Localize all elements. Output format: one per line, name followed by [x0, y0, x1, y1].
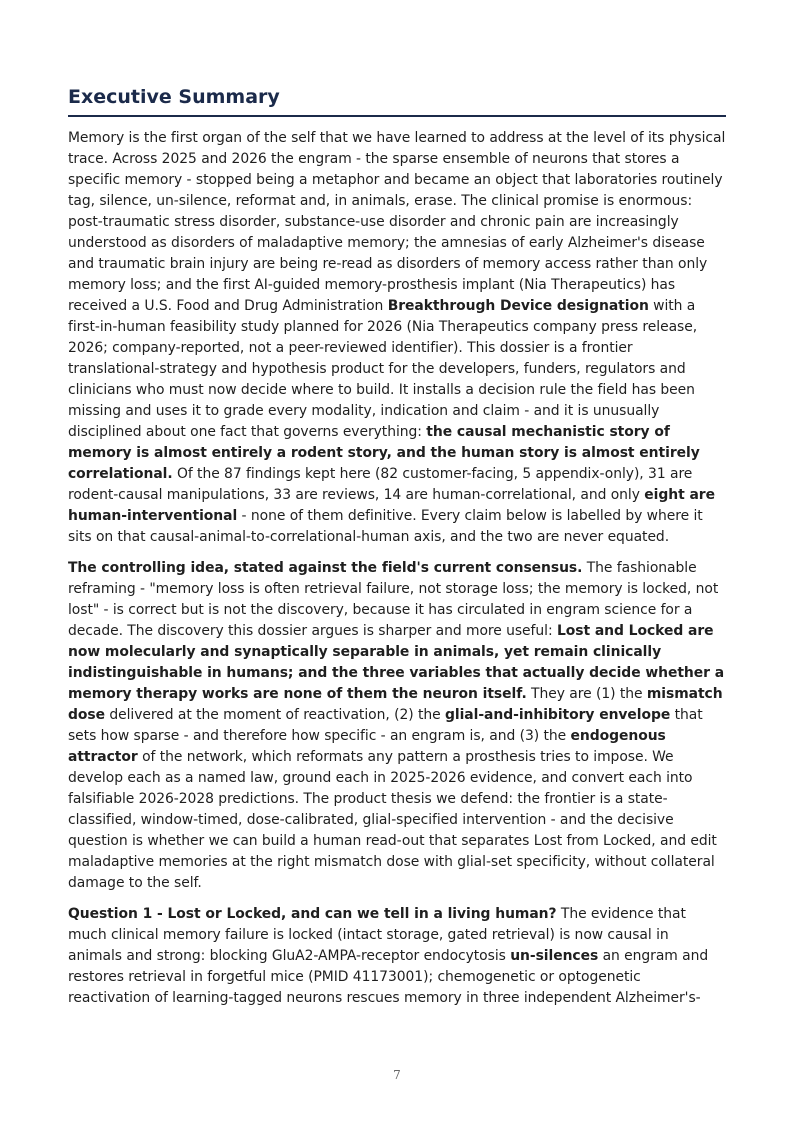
text-run: - none of them definitive. Every claim below is labelled by where it sits on that causal-animal-to-correlational-human axis, and the two are never equated.: [68, 508, 703, 545]
bold-text-run: Breakthrough Device designation: [387, 298, 649, 314]
text-run: with a first-in-human feasibility study planned for 2026 (Nia Therapeutics company press release, 2026; company-reported, not a peer-reviewed identifier). This dossier is a frontier translational-strategy and hypothesis product for the developers, funders, regulators and clinicians who must now decide where to build. It installs a decision rule the field has been missing and uses it to grade every modality, indication and claim - and it is unusually disciplined about one fact that governs everything:: [68, 298, 698, 440]
body-text: [68, 128, 726, 1009]
text-run: The fashionable reframing - "memory loss is often retrieval failure, not storage loss; the memory is locked, not lost" - is correct but is not the discovery, because it has circulated in engram science for a decade. The discovery this dossier argues is sharper and more useful:: [68, 560, 719, 639]
bold-text-run: eight are human-interventional: [68, 487, 715, 524]
bold-text-run: un-silences: [510, 948, 599, 964]
bold-text-run: The controlling idea, stated against the field's current consensus.: [68, 560, 583, 576]
paragraph: [68, 904, 726, 1009]
bold-text-run: glial-and-inhibitory envelope: [444, 707, 671, 723]
section-heading: Executive Summary: [68, 86, 280, 108]
text-run: The evidence that much clinical memory failure is locked (intact storage, gated retrieval) is now causal in animals and strong: blocking GluA2-AMPA-receptor endocytosis: [68, 906, 686, 964]
bold-text-run: Question 1 - Lost or Locked, and can we tell in a living human?: [68, 906, 557, 922]
bold-text-run: endogenous attractor: [68, 728, 666, 765]
paragraph: [68, 128, 726, 548]
text-run: an engram and restores retrieval in forgetful mice (PMID 41173001); chemogenetic or optogenetic reactivation of learning-tagged neurons rescues memory in three independent Alzheimer's-: [68, 948, 709, 1006]
text-run: Memory is the first organ of the self that we have learned to address at the level of its physical trace. Across 2025 and 2026 the engram - the sparse ensemble of neurons that stores a specific memory - stopped being a metaphor and became an object that laboratories routinely tag, silence, un-silence, reformat and, in animals, erase. The clinical promise is enormous: post-traumatic stress disorder, substance-use disorder and chronic pain are increasingly understood as disorders of maladaptive memory; the amnesias of early Alzheimer's disease and traumatic brain injury are being re-read as disorders of memory access rather than only memory loss; and the first AI-guided memory-prosthesis implant (Nia Therapeutics) has received a U.S. Food and Drug Administration: [68, 130, 726, 314]
paragraph: [68, 558, 726, 894]
heading-rule: [68, 115, 726, 117]
text-run: of the network, which reformats any pattern a prosthesis tries to impose. We develop each as a named law, ground each in 2025-2026 evidence, and convert each into falsifiable 2026-2028 predictions. The product thesis we defend: the frontier is a state-classified, window-timed, dose-calibrated, glial-specified intervention - and the decisive question is whether we can build a human read-out that separates Lost from Locked, and edit maladaptive memories at the right mismatch dose with glial-set specificity, without collateral damage to the self.: [68, 749, 717, 891]
page-number: 7: [393, 1068, 401, 1082]
bold-text-run: mismatch dose: [68, 686, 723, 723]
bold-text-run: the causal mechanistic story of memory is almost entirely a rodent story, and the human story is almost entirely correlational.: [68, 424, 700, 482]
text-run: They are (1) the: [526, 686, 647, 702]
text-run: that sets how sparse - and therefore how specific - an engram is, and (3) the: [68, 707, 703, 744]
bold-text-run: Lost and Locked are now molecularly and synaptically separable in animals, yet remain clinically indistinguishable in humans; and the three variables that actually decide whether a memory therapy works are none of them the neuron itself.: [68, 623, 725, 702]
text-run: delivered at the moment of reactivation, (2) the: [104, 707, 445, 723]
document-page: [68, 84, 726, 1019]
text-run: Of the 87 findings kept here (82 customer-facing, 5 appendix-only), 31 are rodent-causal manipulations, 33 are reviews, 14 are human-correlational, and only: [68, 466, 693, 503]
